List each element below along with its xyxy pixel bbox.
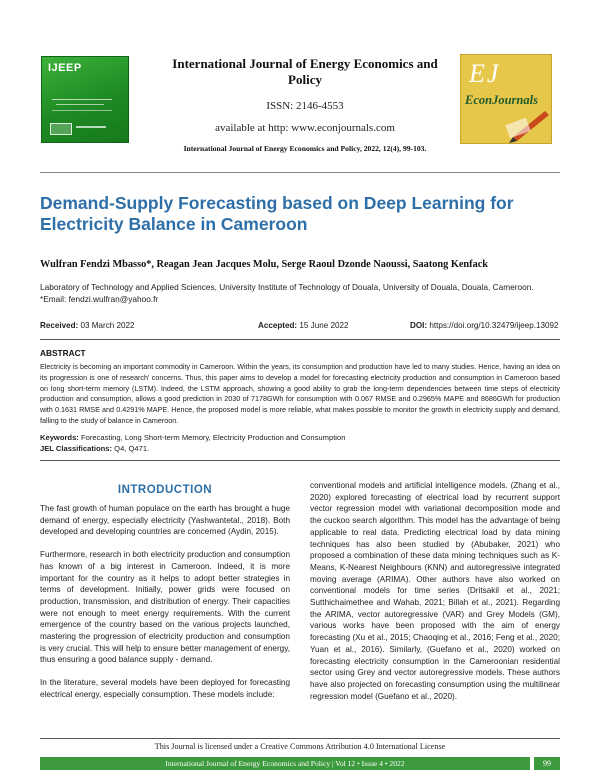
keywords <box>40 433 560 442</box>
accepted-value: 15 June 2022 <box>299 321 349 330</box>
received-label: Received: <box>40 321 79 330</box>
affiliation: Laboratory of Technology and Applied Sciences, University Institute of Technology of Douala, University of Douala, Douala, Cameroon. *Email: fendzi.wulfran@yahoo.fr <box>40 282 534 304</box>
intro-paragraph-2: Furthermore, research in both electricity production and consumption has known of a big interest in Cameroon. Indeed, it is more important for the country as it helps to adopt better strategies in terms of development. Initially, power grids were focused on production, transmission, and distribution of energy. Their capacities were not enough to meet energy requirements. With the current emergence of the country based on the various projects launched, mastering the progression of electricity production and consumption is very crucial. This will help to ensure better management of energy, thus ensuring a good balance supply - demand. <box>40 550 290 665</box>
cover-abbreviation: IJEEP <box>48 62 82 74</box>
dates-divider <box>40 339 560 340</box>
jel-value: Q4, Q471. <box>114 444 150 453</box>
left-column <box>40 503 290 712</box>
doi-link[interactable]: https://doi.org/10.32479/ijeep.13092 <box>429 321 559 330</box>
abstract-heading: ABSTRACT <box>40 348 86 358</box>
footer-bar: International Journal of Energy Economics and Policy | Vol 12 • Issue 4 • 2022 <box>40 757 530 770</box>
jel-classifications <box>40 444 560 453</box>
page-number: 99 <box>534 757 560 770</box>
issn: ISSN: 2146-4553 <box>266 100 344 112</box>
doi-label: DOI: <box>410 321 428 330</box>
abstract-text: Electricity is becoming an important commodity in Cameroon. Within the years, its consumption and production have led to many studies. Hence, having an idea on its progression is one of research' concerns. Thus, this paper aims to develop a model for forecasting electricity production and consumption in Cameroon based on long short-term memory (LSTM). Indeed, the LSTM approach, showing a good ability to grab the long-term dependencies between time steps of electricity production and consumption, allows a good prediction in 2030 of 7178GWh for consumption with 0.067 RMSE and 0.2965% MAPE and 8686GWh for production with 0.1631 RMSE and 0.4291% MAPE. Hence, the proposed model is more reliable, what makes possible to monitor the growth in electricity supply and demand, falling to the study of balance in Cameroon. <box>40 362 560 425</box>
footer-divider <box>40 738 560 739</box>
journal-cover-image <box>41 56 129 143</box>
accepted-date <box>258 321 348 330</box>
cover-logo <box>50 123 72 135</box>
paper-title: Demand-Supply Forecasting based on Deep Learning for Electricity Balance in Cameroon <box>40 193 514 234</box>
keywords-label: Keywords: <box>40 433 79 442</box>
right-column <box>310 480 560 702</box>
cover-logo-text <box>76 126 106 128</box>
license-notice: This Journal is licensed under a Creative Commons Attribution 4.0 International License <box>154 742 446 751</box>
intro-paragraph-3: In the literature, several models have been deployed for forecasting electrical energy, especially consumption. These models include: <box>40 678 290 699</box>
header-divider <box>40 172 560 173</box>
abstract-divider <box>40 460 560 461</box>
intro-paragraph-1: The fast growth of human populace on the earth has brought a huge demand of energy, especially electricity (Yashwantetal., 2018). Both developed and developing countries are concerned (Aydin, 2015). <box>40 504 290 537</box>
author-list: Wulfran Fendzi Mbasso*, Reagan Jean Jacques Molu, Serge Raoul Dzonde Naoussi, Saatong Kenfack <box>40 259 489 270</box>
doi <box>410 321 559 330</box>
publisher-logo <box>460 54 552 144</box>
received-value: 03 March 2022 <box>80 321 135 330</box>
intro-paragraph-right: conventional models and artificial intelligence models. (Zhang et al., 2020) explored forecasting of electrical load by recurrent support vector regression model with variational decomposition mode and the cuckoo search algorithm. This model has the advantage of being applicable to real data. Predicting electrical load by data mining techniques has also been studied by (Abubaker, 2021) who proposed a combination of these data mining techniques such as K-Means, K-Nearest Neighbours (KNN) and autoregressive integrated moving average (ARIMA). Other authors have also worked on conventional models for time series (Dritsakil et al., 2021; Sutthichaimethee and Wahab, 2021; Billah et al., 2021). Regarding the ARIMA, vector autoregressive (VAR) and Grey Models (GM), various works have been proposed with the aim of energy forecasting (Xu et al., 2015; Chaoqing et al., 2016; Feng et al., 2020; Yuan et al., 2016). Similarly, (Guefano et al., 2020) worked on forecasting electricity consumption in the Cameroonian residential sector using Grey and vector autoregressive models. These authors have also projected on forecasting consumption using the multilinear regression model (Guefano et al., 2020). <box>310 481 560 701</box>
jel-label: JEL Classifications: <box>40 444 113 453</box>
accepted-label: Accepted: <box>258 321 298 330</box>
availability-link[interactable]: available at http: www.econjournals.com <box>215 122 395 134</box>
citation-line: International Journal of Energy Economics and Policy, 2022, 12(4), 99-103. <box>183 144 427 153</box>
keywords-value: Forecasting, Long Short-term Memory, Electricity Production and Consumption <box>80 433 346 442</box>
journal-name: International Journal of Energy Economics and Policy <box>172 56 438 87</box>
journal-header <box>140 56 470 153</box>
publisher-mark: EJ <box>469 59 501 88</box>
cover-decoration <box>52 99 112 111</box>
publisher-name: EconJournals <box>465 93 538 107</box>
received-date <box>40 321 135 330</box>
article-dates <box>40 321 560 335</box>
introduction-heading: INTRODUCTION <box>117 484 213 496</box>
